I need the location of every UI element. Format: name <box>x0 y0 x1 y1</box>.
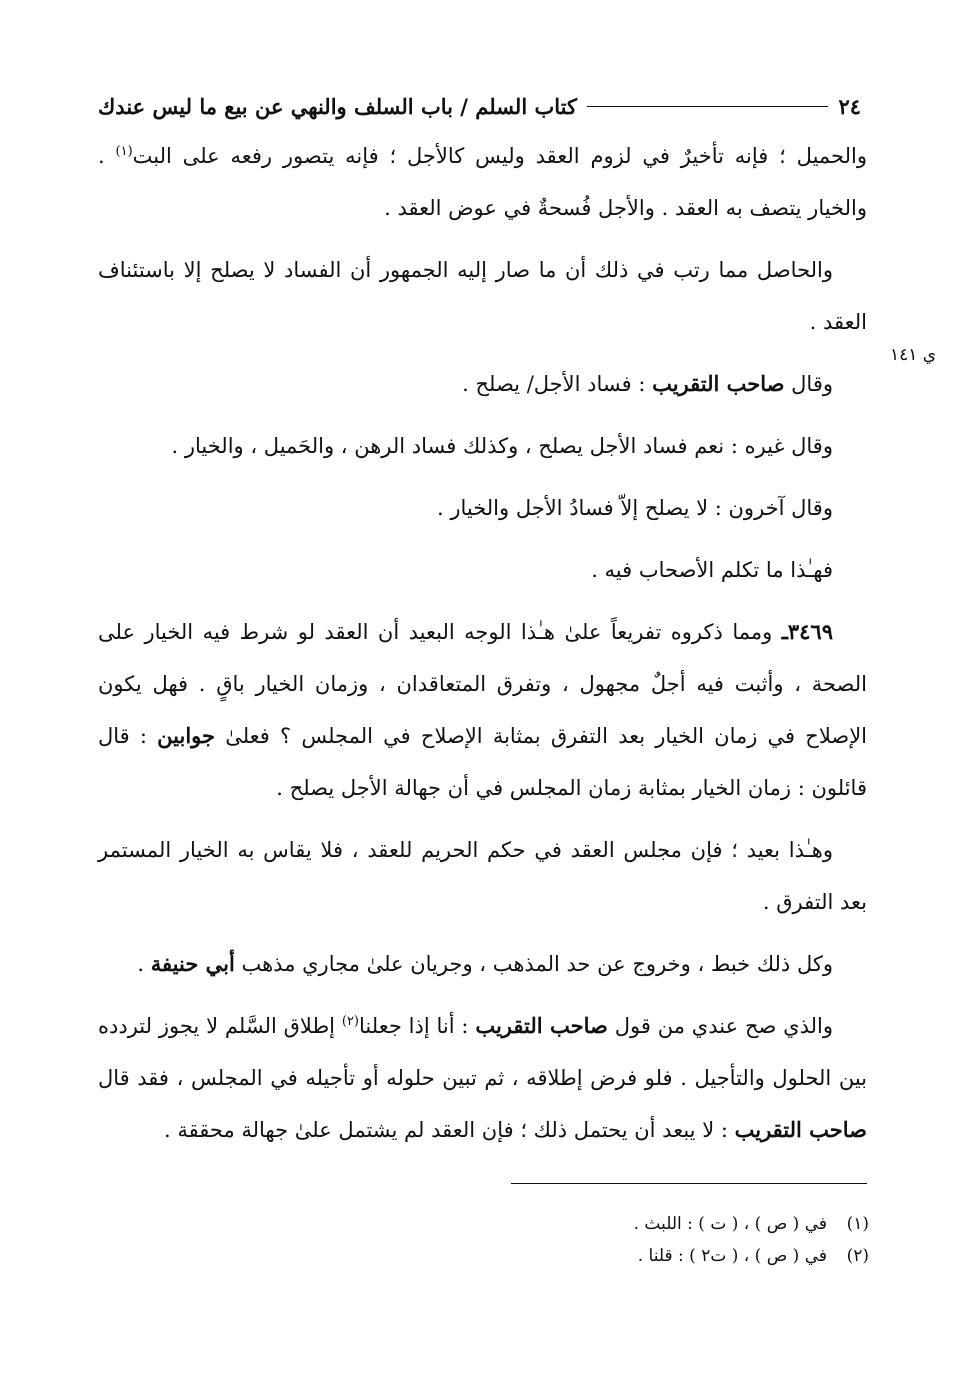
author-name: صاحب التقريب <box>475 1013 608 1038</box>
page-number: ٢٤ <box>838 93 861 119</box>
footnote-ref-1: (١) <box>115 144 133 159</box>
text-span: : فساد الأجل/ يصلح . <box>462 372 653 396</box>
bold-term: جوابين <box>157 723 215 748</box>
footnote-1 <box>300 1208 869 1240</box>
paragraph-2: والحاصل مما رتب في ذلك أن ما صار إليه الجمهور أن الفساد لا يصلح إلا باستئناف العقد . <box>98 258 867 334</box>
text-span: . والخيار يتصف به العقد . والأجل فُسحةٌ في عوض العقد . <box>98 144 867 220</box>
text-span: : لا يبعد أن يحتمل ذلك ؛ فإن العقد لم يشتمل علىٰ جهالة محققة . <box>164 1118 735 1142</box>
section-number: ٣٤٦٩ـ <box>781 619 833 644</box>
header-rule <box>587 106 828 107</box>
author-name: صاحب التقريب <box>652 371 785 396</box>
text-span: وكل ذلك خبط ، وخروج عن حد المذهب ، وجريان علىٰ مجاري مذهب <box>234 952 833 976</box>
footnote-ref-2: (٢) <box>341 1014 359 1029</box>
main-text <box>98 130 867 1166</box>
footnote-2 <box>300 1240 869 1272</box>
footnote-text: في ( ص ) ، ( ت ) : اللبث . <box>633 1214 827 1234</box>
header-title: كتاب السلم / باب السلف والنهي عن بيع ما ليس عندك <box>98 93 577 119</box>
footnotes <box>300 1208 869 1272</box>
paragraph-7 <box>98 606 867 814</box>
text-span: والذي صح عندي من قول <box>607 1014 834 1038</box>
paragraph-1 <box>98 130 867 234</box>
paragraph-6: فهـٰذا ما تكلم الأصحاب فيه . <box>591 558 833 582</box>
running-header <box>98 88 861 124</box>
paragraph-4: وقال غيره : نعم فساد الأجل يصلح ، وكذلك فساد الرهن ، والحَميل ، والخيار . <box>171 434 833 458</box>
text-span: ومما ذكروه تفريعاً علىٰ هـٰذا الوجه البعيد أن العقد لو شرط فيه الخيار على الصحة ، وأثبت فيه أجلٌ مجهول ، وتفرق المتعاقدان ، وزمان الخيار باقٍ . فهل يكون الإصلاح في زمان الخيار بعد التفرق بمثابة الإصلاح في المجلس ؟ فعلىٰ <box>98 620 868 748</box>
text-span: : أنا إذا جعلنا <box>359 1014 476 1038</box>
text-span: وقال <box>784 372 833 396</box>
paragraph-8: وهـٰذا بعيد ؛ فإن مجلس العقد في حكم الحريم للعقد ، فلا يقاس به الخيار المستمر بعد التفرق . <box>98 838 867 914</box>
paragraph-10 <box>98 1000 867 1156</box>
footnote-text: في ( ص ) ، ( ت٢ ) : قلنا . <box>637 1246 827 1266</box>
author-name: صاحب التقريب <box>734 1117 867 1142</box>
paragraph-3 <box>98 358 867 410</box>
text-span: إطلاق السَّلم لا يجوز لتردده بين الحلول والتأجيل . فلو فرض إطلاقه ، ثم تبين حلوله أو تأجيله في المجلس ، فقد قال <box>98 1014 868 1090</box>
text-span: : قال قائلون : زمان الخيار بمثابة زمان المجلس في أن جهالة الأجل يصلح . <box>98 724 867 800</box>
text-span: . <box>137 952 151 976</box>
footnote-number: (١) <box>846 1214 869 1234</box>
text-span: والحميل ؛ فإنه تأخيرٌ في لزوم العقد وليس كالأجل ؛ فإنه يتصور رفعه على البت <box>132 144 867 168</box>
footnote-number: (٢) <box>846 1246 869 1266</box>
paragraph-9 <box>98 938 867 990</box>
margin-reference: ي ١٤١ <box>889 345 937 365</box>
footnote-rule <box>511 1183 867 1184</box>
author-name: أبي حنيفة <box>150 951 235 976</box>
paragraph-5: وقال آخرون : لا يصلح إلاّ فسادُ الأجل والخيار . <box>436 496 833 520</box>
